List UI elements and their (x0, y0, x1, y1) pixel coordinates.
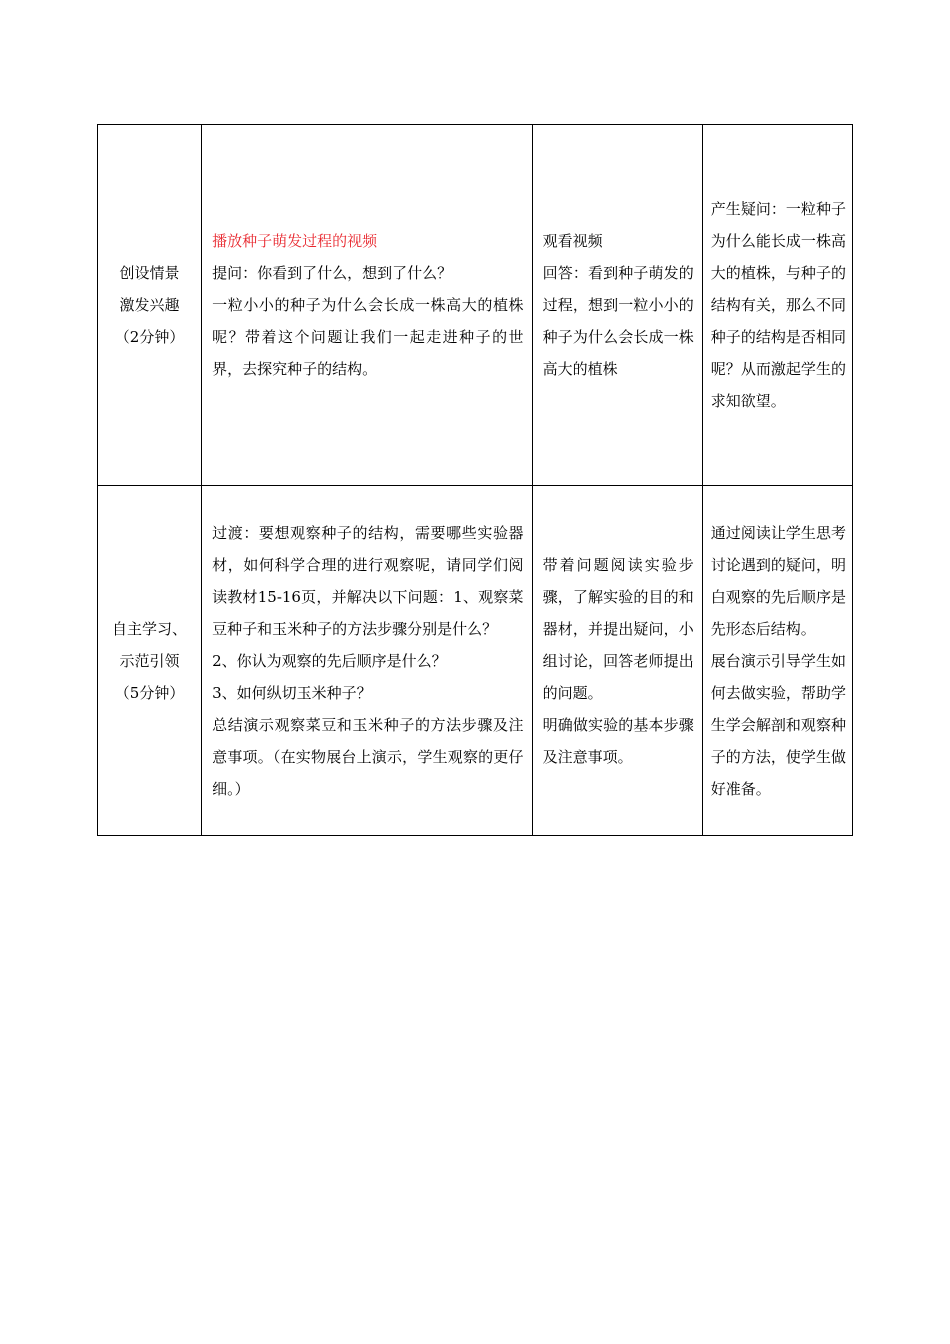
teacher-text: 2、你认为观察的先后顺序是什么？ (212, 651, 447, 670)
student-activity-cell (532, 125, 702, 486)
video-highlight-text: 播放种子萌发过程的视频 (212, 232, 378, 250)
stage-duration: （2分钟） (114, 328, 185, 346)
design-intent-cell (702, 486, 852, 836)
intent-text: 展台演示引导学生如何去做实验，帮助学生学会解剖和观察种子的方法，使学生做好准备。 (710, 651, 846, 798)
teacher-activity-cell (202, 125, 532, 486)
student-text: 明确做实验的基本步骤及注意事项。 (542, 715, 694, 766)
intent-text: 通过阅读让学生思考讨论遇到的疑问，明白观察的先后顺序是先形态后结构。 (710, 523, 846, 638)
stage-duration: （5分钟） (114, 683, 185, 702)
student-text: 观看视频 (542, 232, 603, 250)
stage-label: 自主学习、 (112, 619, 188, 638)
teacher-text: 总结演示观察菜豆和玉米种子的方法步骤及注意事项。（在实物展台上演示，学生观察的更仔细。） (212, 715, 524, 798)
stage-cell (98, 125, 202, 486)
teacher-text: 3、如何纵切玉米种子？ (212, 683, 372, 702)
stage-cell (98, 486, 202, 836)
stage-label: 示范引领 (119, 651, 180, 670)
intent-text: 产生疑问：一粒种子为什么能长成一株高大的植株，与种子的结构有关，那么不同种子的结构是否相同呢？从而激起学生的求知欲望。 (710, 200, 846, 410)
teacher-activity-cell (202, 486, 532, 836)
design-intent-cell (702, 125, 852, 486)
student-text: 带着问题阅读实验步骤，了解实验的目的和器材，并提出疑问，小组讨论，回答老师提出的问题。 (542, 555, 694, 702)
teacher-text: 提问：你看到了什么，想到了什么？ (212, 264, 453, 282)
lesson-plan-table (97, 124, 853, 836)
table-row (98, 125, 853, 486)
stage-label: 创设情景 (119, 264, 180, 282)
teacher-text: 过渡：要想观察种子的结构，需要哪些实验器材，如何科学合理的进行观察呢，请同学们阅读教材15-16页，并解决以下问题：1、观察菜豆种子和玉米种子的方法步骤分别是什么？ (212, 523, 524, 638)
student-text: 回答：看到种子萌发的过程，想到一粒小小的种子为什么会长成一株高大的植株 (542, 264, 694, 378)
stage-label: 激发兴趣 (119, 296, 180, 314)
teacher-text: 一粒小小的种子为什么会长成一株高大的植株呢？带着这个问题让我们一起走进种子的世界，去探究种子的结构。 (212, 296, 524, 378)
table-row (98, 486, 853, 836)
student-activity-cell (532, 486, 702, 836)
